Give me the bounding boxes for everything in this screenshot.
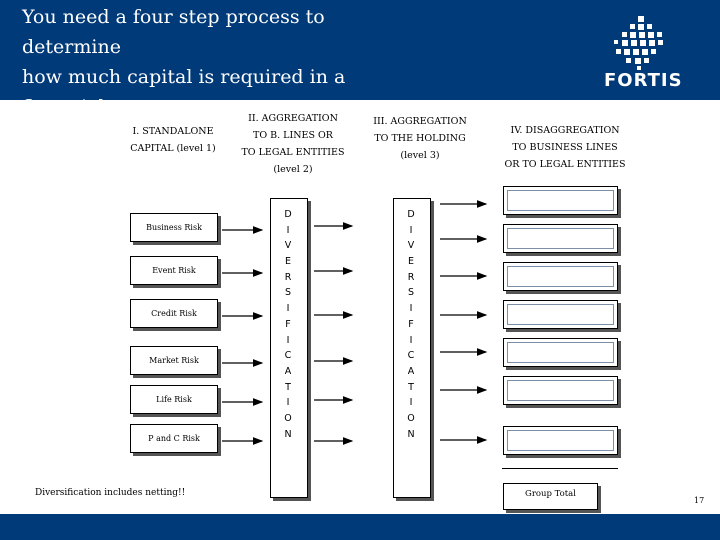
diversification-letter: V — [407, 240, 415, 252]
diversification-letter: A — [407, 365, 415, 377]
diversification-letter: C — [284, 350, 292, 362]
diversification-letter: I — [286, 397, 290, 409]
footer-bar — [0, 514, 720, 540]
risk-label: Business Risk — [146, 223, 202, 232]
diversification-letter: E — [284, 256, 291, 268]
diversification-letter: O — [407, 412, 415, 424]
diversification-letter: E — [407, 256, 414, 268]
risk-label: P and C Risk — [148, 434, 200, 443]
diversification-letter: I — [409, 224, 413, 236]
diversification-letter: I — [409, 334, 413, 346]
diversification-letter: A — [284, 365, 292, 377]
diversification-letter: T — [285, 381, 291, 393]
diversification-letter: R — [284, 271, 292, 283]
slide-title: You need a four step process to determine how much capital is required in a financial conglomerate — [22, 6, 346, 148]
risk-label: Life Risk — [156, 395, 192, 404]
diversification-note: Diversification includes netting!! — [35, 488, 186, 498]
diversification-letter: F — [408, 318, 414, 330]
column-heading-aggregation-b-lines: II. AGGREGATION TO B. LINES OR TO LEGAL ENTITIES (level 2) — [241, 113, 345, 175]
diversification-letter: V — [284, 240, 292, 252]
diversification-letter: I — [286, 303, 290, 315]
diversification-letter: D — [284, 209, 292, 220]
diversification-letter: D — [407, 209, 415, 220]
diversification-letter: C — [407, 350, 415, 362]
diversification-letter: R — [407, 271, 415, 283]
diversification-letter: N — [407, 428, 415, 440]
diversification-letter: I — [409, 303, 413, 315]
fortis-logo-text: FORTIS — [604, 70, 683, 91]
diversification-letter: N — [284, 428, 292, 440]
column-heading-aggregation-holding: III. AGGREGATION TO THE HOLDING (level 3) — [373, 116, 467, 161]
diversification-letter: I — [286, 224, 290, 236]
diversification-letter: I — [409, 397, 413, 409]
column-heading-disaggregation: IV. DISAGGREGATION TO BUSINESS LINES OR TO LEGAL ENTITIES — [504, 125, 626, 170]
diversification-letter: S — [407, 287, 415, 299]
risk-label: Credit Risk — [151, 309, 197, 318]
diversification-letter: I — [286, 334, 290, 346]
diversification-letter: S — [284, 287, 292, 299]
group-total-label: Group Total — [525, 489, 576, 499]
column-heading-standalone: I. STANDALONE CAPITAL (level 1) — [130, 126, 216, 154]
risk-label: Event Risk — [152, 266, 196, 275]
diversification-letter: T — [408, 381, 414, 393]
risk-label: Market Risk — [149, 356, 199, 365]
diversification-letter: O — [284, 412, 292, 424]
diversification-letter: F — [285, 318, 291, 330]
page-number: 17 — [694, 496, 705, 505]
